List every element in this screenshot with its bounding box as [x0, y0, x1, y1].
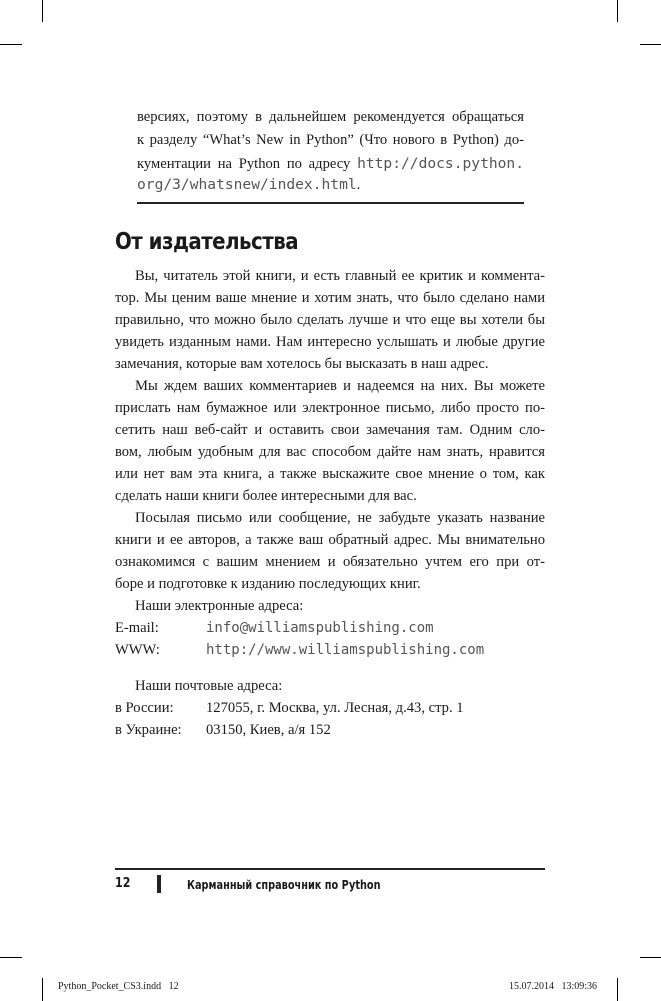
p2-line-3: сетить наш веб-сайт и оставить свои замечания там. Одним сло- — [115, 422, 545, 438]
p2-line-4: вом, любым удобным для вас способом дайте нам знать, нравится — [115, 444, 545, 460]
crop-mark-top-left — [42, 0, 43, 22]
ukraine-label: в Украине: — [115, 722, 182, 738]
p1-line-1: Вы, читатель этой книги, и есть главный ее критик и коммента- — [135, 268, 545, 284]
p3-line-1: Посылая письмо или сообщение, не забудьте указать название — [135, 510, 545, 526]
note-line-1: версиях, поэтому в дальнейшем рекомендуется обращаться — [137, 109, 524, 125]
ukraine-value: 03150, Киев, а/я 152 — [206, 722, 331, 738]
slug-date: 15.07.2014 13:09:36 — [509, 981, 598, 992]
russia-value: 127055, г. Москва, ул. Лесная, д.43, стр. 1 — [206, 700, 464, 716]
www-value[interactable]: http://www.williamspublishing.com — [206, 642, 485, 658]
note-line-3 — [137, 154, 524, 174]
p2-line-2: прислать нам бумажное или электронное письмо, либо просто по- — [115, 400, 545, 416]
note-line-2: к разделу “What’s New in Python” (Что нового в Python) до- — [137, 132, 524, 148]
note-url-part2[interactable]: org/3/whatsnew/index.html — [137, 176, 357, 193]
electronic-heading: Наши электронные адреса: — [135, 598, 304, 614]
crop-mark-bottom-right-h — [640, 957, 661, 958]
crop-mark-bottom-right — [617, 978, 618, 1001]
crop-mark-top-left-h — [0, 44, 22, 45]
crop-mark-top-right-h — [640, 44, 661, 45]
postal-heading: Наши почтовые адреса: — [135, 678, 283, 694]
p2-line-5: или нет вам эта книга, а также выскажите свое мнение о том, как — [115, 466, 545, 482]
email-label: E-mail: — [115, 620, 159, 636]
www-label: WWW: — [115, 642, 160, 658]
crop-mark-top-right — [617, 0, 618, 22]
p3-line-4: боре и подготовке к изданию последующих книг. — [115, 576, 421, 592]
note-line-4 — [137, 175, 360, 195]
p1-line-4: увидеть изданным нами. Нам интересно услышать и любые другие — [115, 334, 545, 350]
note-url-part1[interactable]: http://docs.python. — [357, 155, 524, 172]
footer-book-title: Карманный справочник по Python — [187, 877, 381, 892]
p1-line-2: тор. Мы ценим ваше мнение и хотим знать, что было сделано нами — [115, 290, 545, 306]
note-line-3-text: кументации на Python по адресу — [137, 156, 351, 172]
footer-separator — [157, 875, 161, 893]
crop-mark-bottom-left-h — [0, 957, 22, 958]
section-title: От издательства — [115, 229, 299, 255]
email-value[interactable]: info@williamspublishing.com — [206, 620, 434, 636]
note-rule — [137, 202, 524, 204]
russia-label: в России: — [115, 700, 174, 716]
crop-mark-bottom-left — [42, 978, 43, 1001]
p1-line-3: правильно, что можно было сделать лучше и что еще вы хотели бы — [115, 312, 545, 328]
p3-line-3: ознакомимся с вашим мнением и обязательно учтем его при от- — [115, 554, 545, 570]
slug-file: Python_Pocket_CS3.indd 12 — [58, 981, 179, 992]
p1-line-5: замечания, которые вам хотелось бы высказать в наш адрес. — [115, 356, 489, 372]
p3-line-2: книги и ее авторов, а также ваш обратный адрес. Мы внимательно — [115, 532, 545, 548]
p2-line-1: Мы ждем ваших комментариев и надеемся на них. Вы можете — [135, 378, 545, 394]
footer-page-number: 12 — [115, 876, 131, 891]
p2-line-6: сделать наши книги более интересными для вас. — [115, 488, 417, 504]
note-url-suffix: . — [356, 177, 361, 193]
footer-rule — [115, 868, 545, 870]
